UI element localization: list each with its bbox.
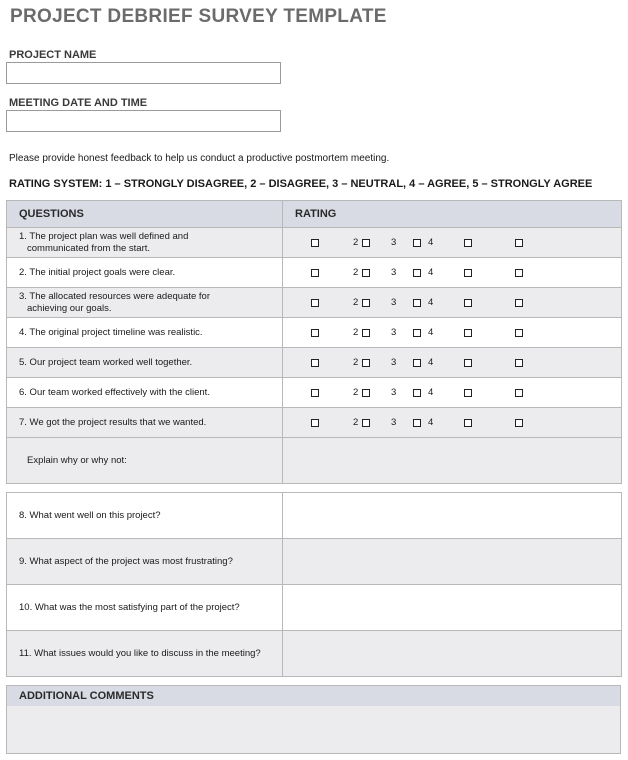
- question-line: 4. The original project timeline was realistic.: [19, 326, 203, 338]
- rating-cell: [283, 408, 622, 438]
- rating-checkbox-2[interactable]: [362, 419, 370, 427]
- rating-checkbox-4[interactable]: [464, 239, 472, 247]
- rating-number-label: 4: [428, 356, 434, 368]
- rating-checkbox-2[interactable]: [362, 239, 370, 247]
- project-name-label: PROJECT NAME: [9, 49, 97, 61]
- rating-checkbox-4[interactable]: [464, 269, 472, 277]
- rating-number-label: 4: [428, 386, 434, 398]
- explain-row: [7, 438, 622, 484]
- rating-checkbox-3[interactable]: [413, 359, 421, 367]
- rating-checkbox-4[interactable]: [464, 359, 472, 367]
- rating-number-label: 3: [391, 236, 397, 248]
- rating-number-label: 2: [353, 326, 359, 338]
- question-row: [7, 378, 622, 408]
- question-text: [7, 258, 283, 288]
- question-line: 1. The project plan was well defined and: [19, 230, 189, 242]
- open-question-text: 10. What was the most satisfying part of the project?: [7, 585, 283, 631]
- rating-checkbox-2[interactable]: [362, 269, 370, 277]
- rating-number-label: 4: [428, 236, 434, 248]
- question-text: [7, 348, 283, 378]
- rating-checkbox-4[interactable]: [464, 419, 472, 427]
- rating-checkbox-2[interactable]: [362, 299, 370, 307]
- rating-checkbox-4[interactable]: [464, 299, 472, 307]
- open-question-text: 11. What issues would you like to discuss in the meeting?: [7, 631, 283, 677]
- rating-number-label: 2: [353, 296, 359, 308]
- rating-checkbox-5[interactable]: [515, 389, 523, 397]
- question-text: [7, 408, 283, 438]
- rating-number-label: 2: [353, 386, 359, 398]
- rating-checkbox-5[interactable]: [515, 359, 523, 367]
- question-row: [7, 318, 622, 348]
- open-answer-field[interactable]: [283, 631, 622, 677]
- question-line: achieving our goals.: [27, 302, 112, 314]
- explain-text: Explain why or why not:: [27, 454, 127, 466]
- meeting-date-field[interactable]: [6, 110, 281, 132]
- rating-checkbox-5[interactable]: [515, 239, 523, 247]
- rating-system-text: RATING SYSTEM: 1 – STRONGLY DISAGREE, 2 – DISAGREE, 3 – NEUTRAL, 4 – AGREE, 5 – STRONGLY AGREE: [9, 178, 593, 190]
- project-name-field[interactable]: [6, 62, 281, 84]
- meeting-date-label: MEETING DATE AND TIME: [9, 97, 148, 109]
- open-answer-field[interactable]: [283, 585, 622, 631]
- rating-checkbox-3[interactable]: [413, 299, 421, 307]
- rating-checkbox-3[interactable]: [413, 269, 421, 277]
- open-question-row: [7, 539, 622, 585]
- rating-cell: [283, 288, 622, 318]
- question-row: [7, 258, 622, 288]
- rating-checkbox-1[interactable]: [311, 269, 319, 277]
- additional-comments-header: ADDITIONAL COMMENTS: [6, 685, 621, 707]
- open-answer-field[interactable]: [283, 493, 622, 539]
- rating-table-header: [7, 201, 622, 228]
- rating-checkbox-5[interactable]: [515, 329, 523, 337]
- rating-checkbox-3[interactable]: [413, 389, 421, 397]
- open-answer-field[interactable]: [283, 539, 622, 585]
- rating-number-label: 4: [428, 296, 434, 308]
- rating-checkbox-1[interactable]: [311, 359, 319, 367]
- question-text: [7, 288, 283, 318]
- additional-comments-field[interactable]: [6, 706, 621, 754]
- rating-number-label: 3: [391, 386, 397, 398]
- question-row: [7, 228, 622, 258]
- rating-checkbox-5[interactable]: [515, 419, 523, 427]
- question-row: [7, 348, 622, 378]
- question-line: 3. The allocated resources were adequate for: [19, 290, 210, 302]
- question-line: 7. We got the project results that we wanted.: [19, 416, 207, 428]
- rating-checkbox-5[interactable]: [515, 269, 523, 277]
- rating-number-label: 3: [391, 416, 397, 428]
- questions-header: QUESTIONS: [7, 201, 283, 228]
- rating-checkbox-3[interactable]: [413, 239, 421, 247]
- rating-number-label: 4: [428, 416, 434, 428]
- rating-number-label: 3: [391, 356, 397, 368]
- rating-checkbox-2[interactable]: [362, 359, 370, 367]
- rating-number-label: 2: [353, 416, 359, 428]
- open-question-text: 8. What went well on this project?: [7, 493, 283, 539]
- rating-cell: [283, 318, 622, 348]
- rating-checkbox-1[interactable]: [311, 329, 319, 337]
- rating-checkbox-1[interactable]: [311, 419, 319, 427]
- question-line: 5. Our project team worked well together.: [19, 356, 193, 368]
- rating-cell: [283, 348, 622, 378]
- open-question-row: [7, 631, 622, 677]
- rating-checkbox-5[interactable]: [515, 299, 523, 307]
- question-text: [7, 228, 283, 258]
- open-question-row: [7, 585, 622, 631]
- rating-number-label: 4: [428, 326, 434, 338]
- open-question-text: 9. What aspect of the project was most frustrating?: [7, 539, 283, 585]
- rating-cell: [283, 228, 622, 258]
- rating-checkbox-1[interactable]: [311, 299, 319, 307]
- explain-label: [7, 438, 283, 484]
- rating-number-label: 4: [428, 266, 434, 278]
- open-question-row: [7, 493, 622, 539]
- page-title: PROJECT DEBRIEF SURVEY TEMPLATE: [10, 6, 387, 27]
- question-text: [7, 318, 283, 348]
- intro-text: Please provide honest feedback to help us conduct a productive postmortem meeting.: [9, 153, 390, 164]
- rating-header: RATING: [283, 201, 622, 228]
- rating-table: [6, 200, 622, 484]
- question-line: communicated from the start.: [27, 242, 151, 254]
- question-line: 6. Our team worked effectively with the client.: [19, 386, 210, 398]
- rating-cell: [283, 258, 622, 288]
- rating-checkbox-1[interactable]: [311, 389, 319, 397]
- rating-checkbox-4[interactable]: [464, 389, 472, 397]
- rating-checkbox-2[interactable]: [362, 389, 370, 397]
- rating-checkbox-2[interactable]: [362, 329, 370, 337]
- question-line: 2. The initial project goals were clear.: [19, 266, 176, 278]
- rating-number-label: 3: [391, 296, 397, 308]
- question-text: [7, 378, 283, 408]
- rating-number-label: 2: [353, 266, 359, 278]
- explain-field[interactable]: [283, 438, 622, 484]
- rating-checkbox-3[interactable]: [413, 329, 421, 337]
- question-row: [7, 288, 622, 318]
- rating-checkbox-1[interactable]: [311, 239, 319, 247]
- rating-number-label: 3: [391, 326, 397, 338]
- rating-number-label: 2: [353, 236, 359, 248]
- rating-checkbox-3[interactable]: [413, 419, 421, 427]
- rating-checkbox-4[interactable]: [464, 329, 472, 337]
- rating-number-label: 2: [353, 356, 359, 368]
- open-questions-table: [6, 492, 622, 677]
- rating-cell: [283, 378, 622, 408]
- question-row: [7, 408, 622, 438]
- rating-number-label: 3: [391, 266, 397, 278]
